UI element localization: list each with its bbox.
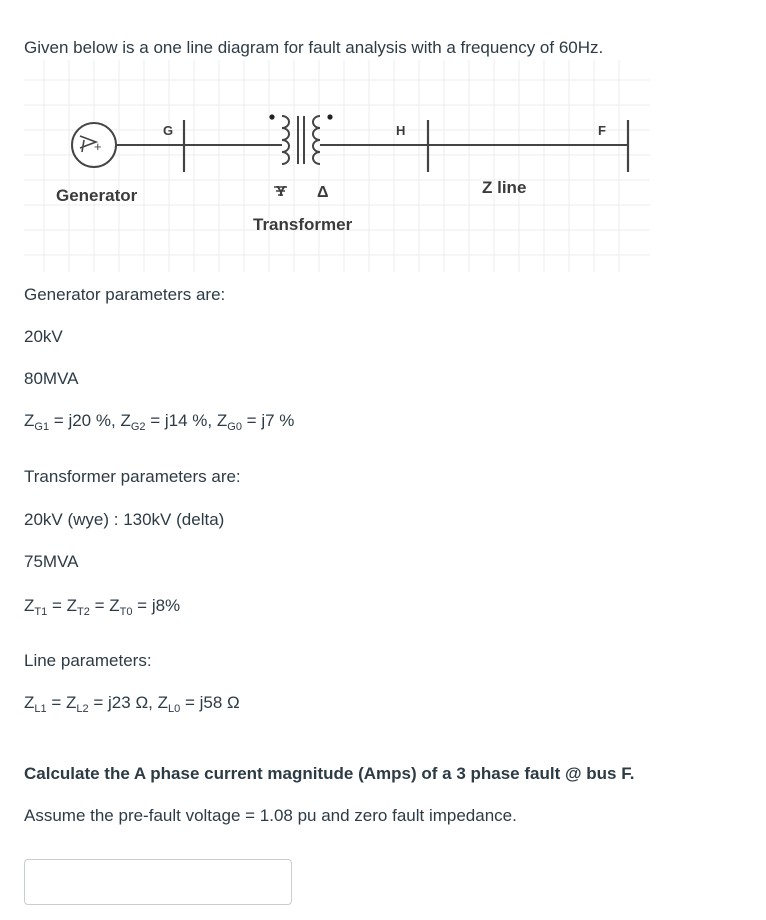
generator-voltage: 20kV: [24, 327, 63, 346]
bus-f-label: F: [598, 123, 606, 138]
transformer-impedances: $Z_{T1} = Z_{T2} = Z_{T0} = j8\%$: [24, 596, 181, 618]
generator-power: 80MVA: [24, 369, 79, 388]
z-line-label: Z line: [482, 178, 527, 197]
diagram-grid: [24, 60, 650, 272]
wye-label: Y: [276, 183, 287, 200]
intro-text: Given below is a one line diagram for fault analysis with a frequency of 60Hz.: [24, 38, 604, 57]
assumption-text: Assume the pre-fault voltage = 1.08 pu and zero fault impedance.: [24, 806, 517, 825]
one-line-diagram: [24, 60, 650, 272]
transformer-label: Transformer: [253, 215, 353, 234]
generator-impedances: $Z_{G1} = j20$ %, $Z_{G2} = j14$ %, $Z_{G0} = j7$ %: [24, 411, 295, 433]
question-text: Calculate the A phase current magnitude (Amps) of a 3 phase fault @ bus F.: [24, 764, 635, 783]
transformer-heading: Transformer parameters are:: [24, 467, 241, 486]
line-impedances: $Z_{L1} = Z_{L2} = j23$ Ω, $Z_{L0} = j58$ Ω: [24, 693, 240, 715]
bus-h-label: H: [396, 123, 406, 138]
svg-text:+: +: [94, 139, 102, 154]
generator-label: Generator: [56, 186, 138, 205]
polarity-dot-primary: [269, 114, 274, 119]
generator-heading: Generator parameters are:: [24, 285, 226, 304]
transformer-power: 75MVA: [24, 552, 79, 571]
delta-label: Δ: [317, 184, 329, 201]
transformer-primary-coil: [282, 116, 289, 164]
answer-input[interactable]: [24, 859, 292, 905]
polarity-dot-secondary: [327, 114, 332, 119]
bus-g-label: G: [163, 123, 174, 138]
line-heading: Line parameters:: [24, 651, 152, 670]
transformer-voltage: 20kV (wye) : 130kV (delta): [24, 510, 225, 529]
